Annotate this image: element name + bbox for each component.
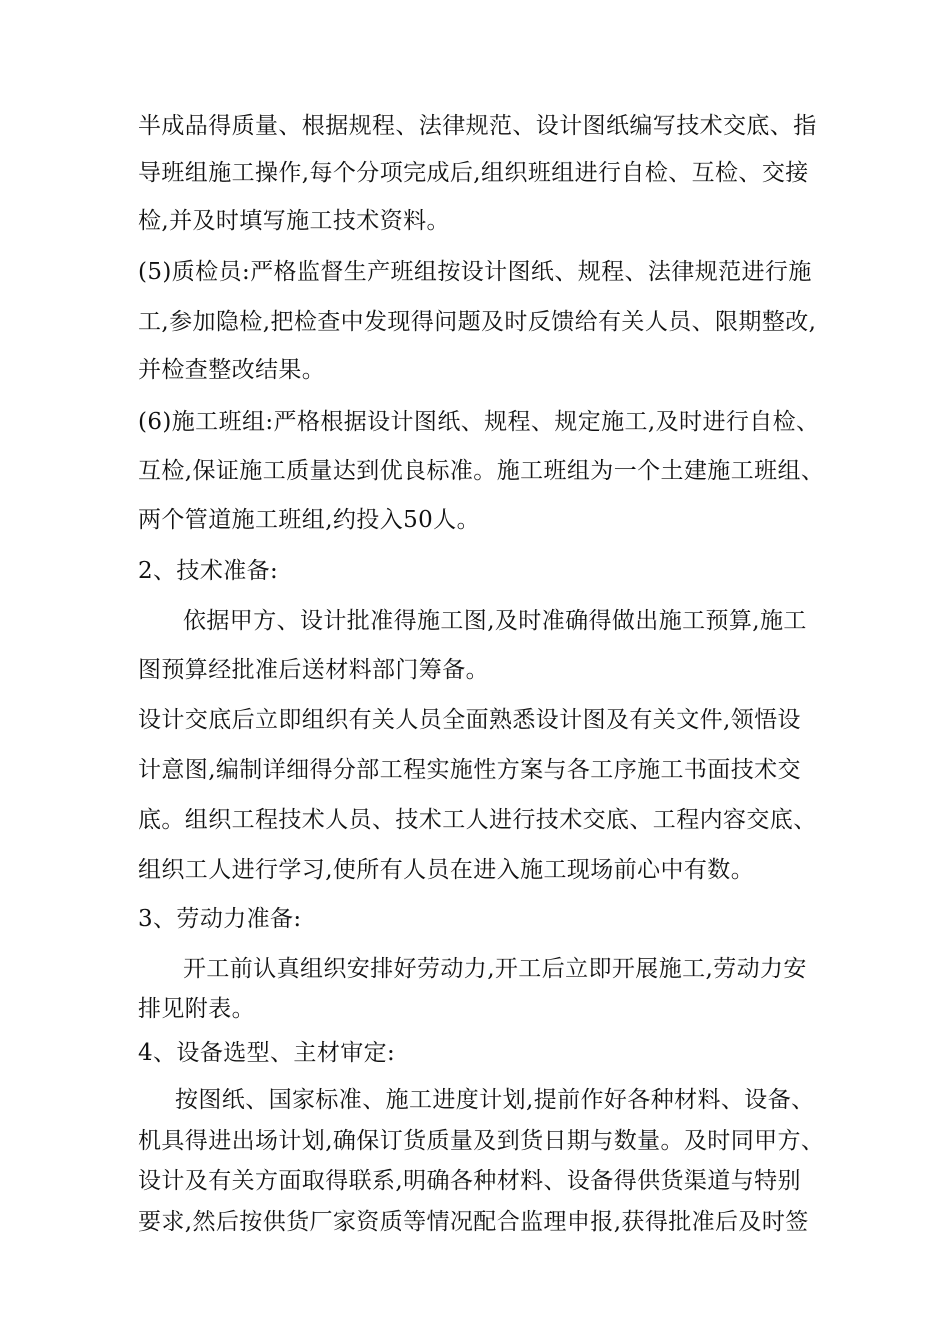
text-line: 按图纸、国家标准、施工进度计划,提前作好各种材料、设备、 <box>175 1087 815 1113</box>
text-line: 机具得进出场计划,确保订货质量及到货日期与数量。及时同甲方、 <box>138 1128 825 1154</box>
section-heading: 4、设备选型、主材审定: <box>138 1040 396 1066</box>
text-line: 导班组施工操作,每个分项完成后,组织班组进行自检、互检、交接 <box>138 160 809 186</box>
text-line: 排见附表。 <box>138 996 255 1022</box>
text-line: 底。组织工程技术人员、技术工人进行技术交底、工程内容交底、 <box>138 807 817 833</box>
section-heading: 3、劳动力准备: <box>138 906 302 932</box>
text-line: 并检查整改结果。 <box>138 357 326 383</box>
text-line: 两个管道施工班组,约投入50人。 <box>138 507 480 533</box>
text-line: 设计及有关方面取得联系,明确各种材料、设备得供货渠道与特别 <box>138 1168 801 1194</box>
text-line: 检,并及时填写施工技术资料。 <box>138 208 450 234</box>
text-line: 工,参加隐检,把检查中发现得问题及时反馈给有关人员、限期整改, <box>138 309 817 335</box>
text-line: 互检,保证施工质量达到优良标准。施工班组为一个土建施工班组、 <box>138 458 825 484</box>
section-heading: 2、技术准备: <box>138 558 279 584</box>
text-line: 计意图,编制详细得分部工程实施性方案与各工序施工书面技术交 <box>138 757 801 783</box>
text-line: 依据甲方、设计批准得施工图,及时准确得做出施工预算,施工 <box>183 608 807 634</box>
text-line: 半成品得质量、根据规程、法律规范、设计图纸编写技术交底、指 <box>138 113 817 139</box>
text-line: 组织工人进行学习,使所有人员在进入施工现场前心中有数。 <box>138 857 755 883</box>
text-line: (6)施工班组:严格根据设计图纸、规程、规定施工,及时进行自检、 <box>138 409 820 435</box>
text-line: (5)质检员:严格监督生产班组按设计图纸、规程、法律规范进行施 <box>138 259 812 285</box>
text-line: 开工前认真组织安排好劳动力,开工后立即开展施工,劳动力安 <box>183 956 807 982</box>
text-line: 要求,然后按供货厂家资质等情况配合监理申报,获得批准后及时签 <box>138 1209 809 1235</box>
text-line: 图预算经批准后送材料部门筹备。 <box>138 657 489 683</box>
text-line: 设计交底后立即组织有关人员全面熟悉设计图及有关文件,领悟设 <box>138 707 801 733</box>
